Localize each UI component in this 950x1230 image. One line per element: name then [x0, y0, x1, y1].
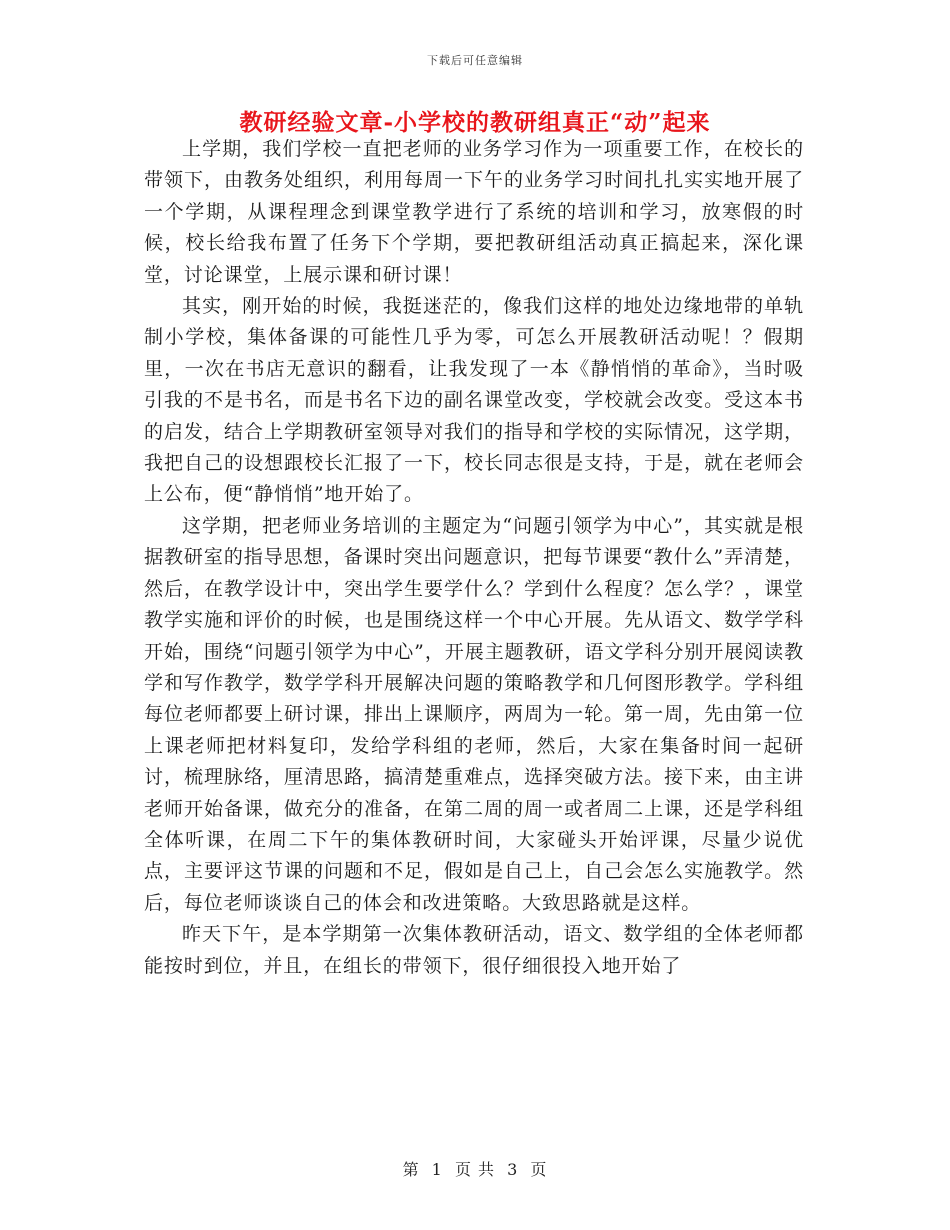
- document-body: [144, 134, 804, 982]
- footer-suffix: 页: [530, 1160, 548, 1179]
- paragraph-1: 上学期，我们学校一直把老师的业务学习作为一项重要工作，在校长的带领下，由教务处组织，利用每周一下午的业务学习时间扎扎实实地开展了一个学期，从课程理念到课堂教学进行了系统的培训和学习，放寒假的时候，校长给我布置了任务下个学期，要把教研组活动真正搞起来，深化课堂，讨论课堂，上展示课和研讨课！: [144, 138, 804, 286]
- footer-current-page: 1: [431, 1160, 443, 1179]
- paragraph-2: 其实，刚开始的时候，我挺迷茫的，像我们这样的地处边缘地带的单轨制小学校，集体备课的可能性几乎为零，可怎么开展教研活动呢！？假期里，一次在书店无意识的翻看，让我发现了一本《静悄悄的革命》，当时吸引我的不是书名，而是书名下边的副名课堂改变，学校就会改变。受这本书的启发，结合上学期教研室领导对我们的指导和学校的实际情况，这学期，我把自己的设想跟校长汇报了一下，校长同志很是支持，于是，就在老师会上公布，便“静悄悄”地开始了。: [144, 295, 804, 506]
- paragraph-3: 这学期，把老师业务培训的主题定为“问题引领学为中心”，其实就是根据教研室的指导思想，备课时突出问题意识，把每节课要“教什么”弄清楚，然后，在教学设计中，突出学生要学什么？学到什么程度？怎么学？，课堂教学实施和评价的时候，也是围绕这样一个中心开展。先从语文、数学学科开始，围绕“问题引领学为中心”，开展主题教研，语文学科分别开展阅读教学和写作教学，数学学科开展解决问题的策略教学和几何图形教学。学科组每位老师都要上研讨课，排出上课顺序，两周为一轮。第一周，先由第一位上课老师把材料复印，发给学科组的老师，然后，大家在集备时间一起研讨，梳理脉络，厘清思路，搞清楚重难点，选择突破方法。接下来，由主讲老师开始备课，做充分的准备，在第二周的周一或者周二上课，还是学科组全体听课，在周二下午的集体教研时间，大家碰头开始评课，尽量少说优点，主要评这节课的问题和不足，假如是自己上，自己会怎么实施教学。然后，每位老师谈谈自己的体会和改进策略。大致思路就是这样。: [144, 514, 804, 914]
- footer-middle: 页 共: [454, 1160, 496, 1179]
- page-header-note: 下载后可任意编辑: [427, 54, 523, 67]
- footer-total-pages: 3: [507, 1160, 519, 1179]
- footer-prefix: 第: [402, 1160, 420, 1179]
- page-footer: [0, 1157, 950, 1180]
- paragraph-4: 昨天下午，是本学期第一次集体教研活动，语文、数学组的全体老师都能按时到位，并且，在组长的带领下，很仔细很投入地开始了: [144, 923, 804, 977]
- document-title: 教研经验文章-小学校的教研组真正“动”起来: [239, 109, 711, 136]
